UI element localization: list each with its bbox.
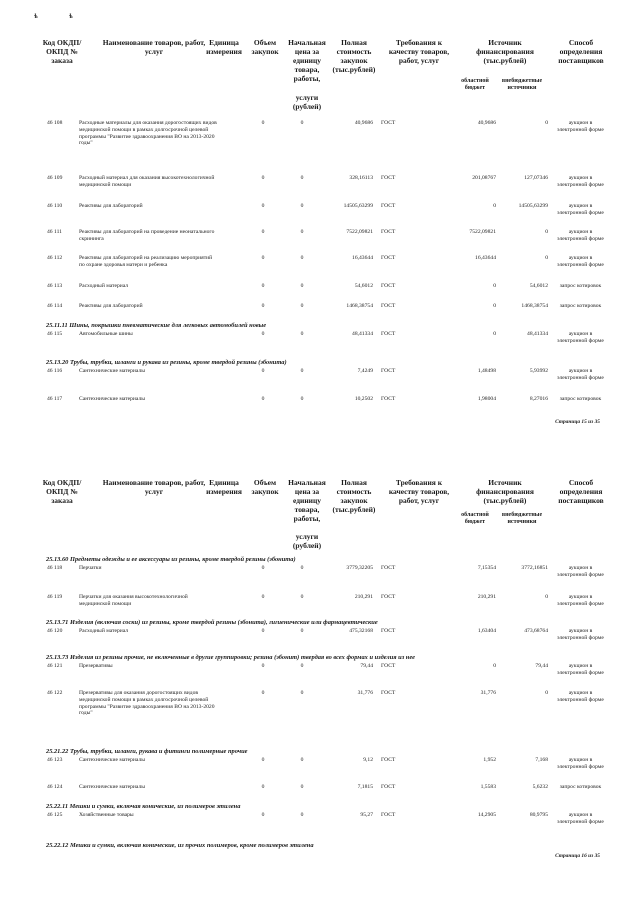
item-regional: 0 <box>493 303 496 309</box>
item-cost: 16,43644 <box>352 255 373 261</box>
item-volume: 0 <box>300 368 304 374</box>
okpd-group-heading <box>46 803 240 811</box>
item-extra: 1468,38754 <box>521 303 548 309</box>
item-regional: 1,63404 <box>477 628 496 634</box>
okpd-group-title: Трубы, трубки, шланги и рукава из резины, кроме твердой резины (эбонита) <box>69 359 287 366</box>
item-unit: 0 <box>261 175 265 181</box>
page-number: Страница 15 из 35 <box>555 419 600 425</box>
item-name: Расходный материал <box>79 283 129 289</box>
item-name: Реактивы для лабораторий <box>79 203 143 209</box>
okpd-group-title: Шины, покрышки пневматические для легковых автомобилей новые <box>69 322 267 329</box>
item-unit: 0 <box>261 255 265 261</box>
order-code: 46 120 <box>47 628 63 634</box>
header-total: Полная стоимость закупок (тыс.рублей) <box>332 38 376 74</box>
header-source-extra: внебюджетные источники <box>501 78 543 91</box>
item-quality: ГОСТ <box>381 120 396 126</box>
header-code: Код ОКДП/ ОКПД № заказа <box>42 478 82 505</box>
item-unit: 0 <box>261 303 265 309</box>
order-code: 46 114 <box>47 303 63 309</box>
item-regional: 7,15354 <box>477 565 496 571</box>
item-name: Расходный материал <box>79 628 129 634</box>
item-regional: 16,43644 <box>475 255 496 261</box>
item-name: Презервативы <box>79 663 113 669</box>
header-quality: Требования к качеству товаров, работ, услуг <box>388 38 450 65</box>
item-unit: 0 <box>261 663 265 669</box>
item-name: Сантехнические материалы <box>79 396 145 402</box>
order-code: 46 125 <box>47 812 63 818</box>
item-unit: 0 <box>261 757 265 763</box>
item-method: аукцион в электронной форме <box>557 175 604 188</box>
header-price-services: услуги (рублей) <box>292 532 322 550</box>
okpd-group-code: 25.22.12 <box>46 842 69 849</box>
item-name: Реактивы для лабораторий на реализацию мероприятий по охране здоровья матери и ребенка <box>79 255 213 268</box>
item-regional: 0 <box>493 331 496 337</box>
item-method: запрос котировок <box>559 396 602 402</box>
item-name: Перчатки для оказания высокотехнологичной медицинской помощи <box>79 594 188 607</box>
item-extra: 5,93992 <box>529 368 548 374</box>
item-method: аукцион в электронной форме <box>557 565 604 578</box>
page-16-table <box>0 470 640 890</box>
item-cost: 3779,32205 <box>346 565 373 571</box>
item-name: Презервативы для оказания дорогостоящих видов медицинской помощи в рамках долгосрочной целевой программы "Развитие здравоохранения ВО на 2013-2020 годы" <box>79 690 215 717</box>
item-extra: 0 <box>545 690 548 696</box>
item-quality: ГОСТ <box>381 565 396 571</box>
header-name: Наименование товаров, работ, услуг <box>102 478 206 496</box>
item-extra: 3772,16851 <box>521 565 548 571</box>
header-method: Способ определения поставщиков <box>558 38 604 65</box>
item-regional: 1,98004 <box>477 396 496 402</box>
header-source: Источник финансирования (тыс.рублей) <box>476 478 534 505</box>
order-code: 46 121 <box>47 663 63 669</box>
item-method: аукцион в электронной форме <box>557 663 604 676</box>
order-code: 46 108 <box>47 120 63 126</box>
item-cost: 14505,63299 <box>343 203 373 209</box>
item-volume: 0 <box>300 396 304 402</box>
item-extra: 0 <box>545 594 548 600</box>
okpd-group-code: 25.21.22 <box>46 748 69 755</box>
item-name: Реактивы для лабораторий на проведение неонатального скрининга <box>79 229 215 242</box>
okpd-group-heading <box>46 748 248 756</box>
order-code: 46 115 <box>47 331 63 337</box>
order-code: 46 119 <box>47 594 63 600</box>
item-extra: 14505,63299 <box>518 203 548 209</box>
item-name: Сантехнические материалы <box>79 368 145 374</box>
item-cost: 1468,38754 <box>346 303 373 309</box>
item-method: аукцион в электронной форме <box>557 203 604 216</box>
header-unit: Единица измерения <box>206 478 242 496</box>
okpd-group-heading <box>46 322 266 330</box>
item-quality: ГОСТ <box>381 283 396 289</box>
item-regional: 0 <box>493 283 496 289</box>
item-unit: 0 <box>261 594 265 600</box>
item-unit: 0 <box>261 283 265 289</box>
item-unit: 0 <box>261 565 265 571</box>
item-cost: 48,41334 <box>352 331 373 337</box>
item-volume: 0 <box>300 784 304 790</box>
item-volume: 0 <box>300 565 304 571</box>
okpd-group-title: Мешки и сумки, включая конические, из полимеров этилена <box>69 803 241 810</box>
header-quality: Требования к качеству товаров, работ, услуг <box>388 478 450 505</box>
order-code: 46 111 <box>47 229 62 235</box>
item-method: аукцион в электронной форме <box>557 120 604 133</box>
order-code: 46 117 <box>47 396 63 402</box>
item-unit: 0 <box>261 331 265 337</box>
item-method: аукцион в электронной форме <box>557 628 604 641</box>
okpd-group-heading <box>46 619 378 627</box>
item-extra: 79,44 <box>535 663 548 669</box>
item-extra: 48,41334 <box>527 331 548 337</box>
item-cost: 328,16113 <box>349 175 373 181</box>
item-regional: 0 <box>493 663 496 669</box>
item-unit: 0 <box>261 229 265 235</box>
item-method: аукцион в электронной форме <box>557 594 604 607</box>
item-volume: 0 <box>300 229 304 235</box>
item-extra: 54,6012 <box>529 283 548 289</box>
item-volume: 0 <box>300 812 304 818</box>
item-quality: ГОСТ <box>381 396 396 402</box>
header-name: Наименование товаров, работ, услуг <box>102 38 206 56</box>
item-quality: ГОСТ <box>381 255 396 261</box>
item-quality: ГОСТ <box>381 690 396 696</box>
header-code: Код ОКДП/ ОКПД № заказа <box>42 38 82 65</box>
item-regional: 1,5583 <box>480 784 496 790</box>
okpd-group-code: 25.13.73 <box>46 654 69 661</box>
item-unit: 0 <box>261 203 265 209</box>
item-extra: 0 <box>545 255 548 261</box>
header-method: Способ определения поставщиков <box>558 478 604 505</box>
item-method: аукцион в электронной форме <box>557 757 604 770</box>
order-code: 46 110 <box>47 203 63 209</box>
okpd-group-code: 25.13.60 <box>46 556 69 563</box>
item-name: Автомобильные шины <box>79 331 133 337</box>
okpd-group-title: Изделия из резины прочие, не включенные в другие группировки; резина (эбонит) твердая во всех формах и изделия из нее <box>69 654 416 661</box>
okpd-group-code: 25.11.11 <box>46 322 68 329</box>
item-extra: 8,27016 <box>529 396 548 402</box>
order-code: 46 118 <box>47 565 63 571</box>
item-volume: 0 <box>300 203 304 209</box>
item-cost: 475,32168 <box>349 628 373 634</box>
item-extra: 7,168 <box>535 757 548 763</box>
item-method: запрос котировок <box>559 303 602 309</box>
header-price-services: услуги (рублей) <box>292 93 322 111</box>
item-method: аукцион в электронной форме <box>557 368 604 381</box>
order-code: 46 113 <box>47 283 63 289</box>
item-cost: 7522,09821 <box>346 229 373 235</box>
item-volume: 0 <box>300 283 304 289</box>
item-method: запрос котировок <box>559 283 602 289</box>
item-regional: 210,291 <box>477 594 496 600</box>
item-name: Хозяйственные товары <box>79 812 134 818</box>
header-price: Начальная цена за единицу товара, работы, <box>288 478 326 523</box>
header-volume: Объем закупок <box>251 478 279 496</box>
header-price: Начальная цена за единицу товара, работы, <box>288 38 326 83</box>
item-method: аукцион в электронной форме <box>557 331 604 344</box>
item-volume: 0 <box>300 120 304 126</box>
page-15-table <box>0 0 640 440</box>
item-unit: 0 <box>261 784 265 790</box>
okpd-group-heading <box>46 842 314 850</box>
order-code: 46 123 <box>47 757 63 763</box>
item-unit: 0 <box>261 120 265 126</box>
item-unit: 0 <box>261 368 265 374</box>
item-extra: 80,9795 <box>529 812 548 818</box>
item-volume: 0 <box>300 303 304 309</box>
item-quality: ГОСТ <box>381 203 396 209</box>
item-extra: 5,6232 <box>532 784 548 790</box>
header-source-regional: областной бюджет <box>461 78 489 91</box>
item-quality: ГОСТ <box>381 784 396 790</box>
item-method: аукцион в электронной форме <box>557 255 604 268</box>
item-cost: 10,2502 <box>354 396 373 402</box>
okpd-group-code: 25.22.11 <box>46 803 69 810</box>
item-cost: 95,27 <box>360 812 373 818</box>
scan-mark: ѣ <box>34 14 38 20</box>
okpd-group-title: Предметы одежды и ее аксессуары из резины, кроме твердой резины (эбонита) <box>69 556 296 563</box>
item-regional: 14,2905 <box>477 812 496 818</box>
item-volume: 0 <box>300 594 304 600</box>
item-regional: 201,08767 <box>472 175 496 181</box>
item-name: Реактивы для лабораторий <box>79 303 143 309</box>
item-unit: 0 <box>261 812 265 818</box>
item-cost: 9,12 <box>363 757 373 763</box>
item-quality: ГОСТ <box>381 663 396 669</box>
item-name: Расходные материалы для оказания дорогостоящих видов медицинской помощи в рамках долгосрочной целевой программы "Развитие здравоохранения ВО на 2013-2020 годы" <box>79 120 217 147</box>
item-name: Сантехнические материалы <box>79 757 145 763</box>
item-method: аукцион в электронной форме <box>557 812 604 825</box>
item-method: аукцион в электронной форме <box>557 229 604 242</box>
item-regional: 31,776 <box>480 690 496 696</box>
okpd-group-heading <box>46 556 296 564</box>
item-volume: 0 <box>300 690 304 696</box>
okpd-group-heading <box>46 359 287 367</box>
item-quality: ГОСТ <box>381 229 396 235</box>
order-code: 46 109 <box>47 175 63 181</box>
item-volume: 0 <box>300 757 304 763</box>
item-method: аукцион в электронной форме <box>557 690 604 703</box>
item-regional: 0 <box>493 203 496 209</box>
item-name: Сантехнические материалы <box>79 784 145 790</box>
item-quality: ГОСТ <box>381 757 396 763</box>
item-cost: 7,1815 <box>357 784 373 790</box>
header-source-regional: областной бюджет <box>461 512 489 525</box>
okpd-group-heading <box>46 654 415 662</box>
okpd-group-title: Мешки и сумки, включая конические, из прочих полимеров, кроме полимеров этилена <box>69 842 314 849</box>
item-regional: 7522,09821 <box>469 229 496 235</box>
item-name: Перчатки <box>79 565 102 571</box>
item-volume: 0 <box>300 255 304 261</box>
item-regional: 40,9686 <box>477 120 496 126</box>
item-cost: 79,44 <box>360 663 373 669</box>
header-volume: Объем закупок <box>251 38 279 56</box>
item-quality: ГОСТ <box>381 628 396 634</box>
okpd-group-code: 25.13.71 <box>46 619 69 626</box>
item-unit: 0 <box>261 396 265 402</box>
scan-mark: ѣ <box>69 14 73 20</box>
item-quality: ГОСТ <box>381 594 396 600</box>
item-cost: 31,776 <box>357 690 373 696</box>
item-unit: 0 <box>261 690 265 696</box>
order-code: 46 116 <box>47 368 63 374</box>
item-volume: 0 <box>300 175 304 181</box>
item-volume: 0 <box>300 663 304 669</box>
item-volume: 0 <box>300 628 304 634</box>
header-source-extra: внебюджетные источники <box>501 512 543 525</box>
item-extra: 127,07346 <box>524 175 548 181</box>
item-cost: 54,6012 <box>354 283 373 289</box>
header-source: Источник финансирования (тыс.рублей) <box>476 38 534 65</box>
item-cost: 40,9686 <box>354 120 373 126</box>
item-quality: ГОСТ <box>381 175 396 181</box>
item-quality: ГОСТ <box>381 368 396 374</box>
item-quality: ГОСТ <box>381 812 396 818</box>
item-cost: 7,4249 <box>357 368 373 374</box>
header-total: Полная стоимость закупок (тыс.рублей) <box>332 478 376 514</box>
item-volume: 0 <box>300 331 304 337</box>
item-method: запрос котировок <box>559 784 602 790</box>
item-quality: ГОСТ <box>381 331 396 337</box>
item-unit: 0 <box>261 628 265 634</box>
order-code: 46 112 <box>47 255 63 261</box>
order-code: 46 122 <box>47 690 63 696</box>
item-cost: 210,291 <box>354 594 373 600</box>
item-regional: 1,48498 <box>477 368 496 374</box>
item-regional: 1,952 <box>483 757 496 763</box>
order-code: 46 124 <box>47 784 63 790</box>
item-extra: 0 <box>545 120 548 126</box>
okpd-group-title: Изделия (включая соски) из резины, кроме твердой резины (эбонита), гигиенические или фармацевтические <box>69 619 378 626</box>
page-number: Страница 16 из 35 <box>555 853 600 859</box>
item-extra: 0 <box>545 229 548 235</box>
item-extra: 473,68764 <box>524 628 548 634</box>
item-quality: ГОСТ <box>381 303 396 309</box>
item-name: Расходный материал для оказания высокотехнологичной медицинской помощи <box>79 175 215 188</box>
header-unit: Единица измерения <box>206 38 242 56</box>
okpd-group-code: 25.13.20 <box>46 359 69 366</box>
okpd-group-title: Трубы, трубки, шланги, рукава и фитинги полимерные прочие <box>69 748 248 755</box>
